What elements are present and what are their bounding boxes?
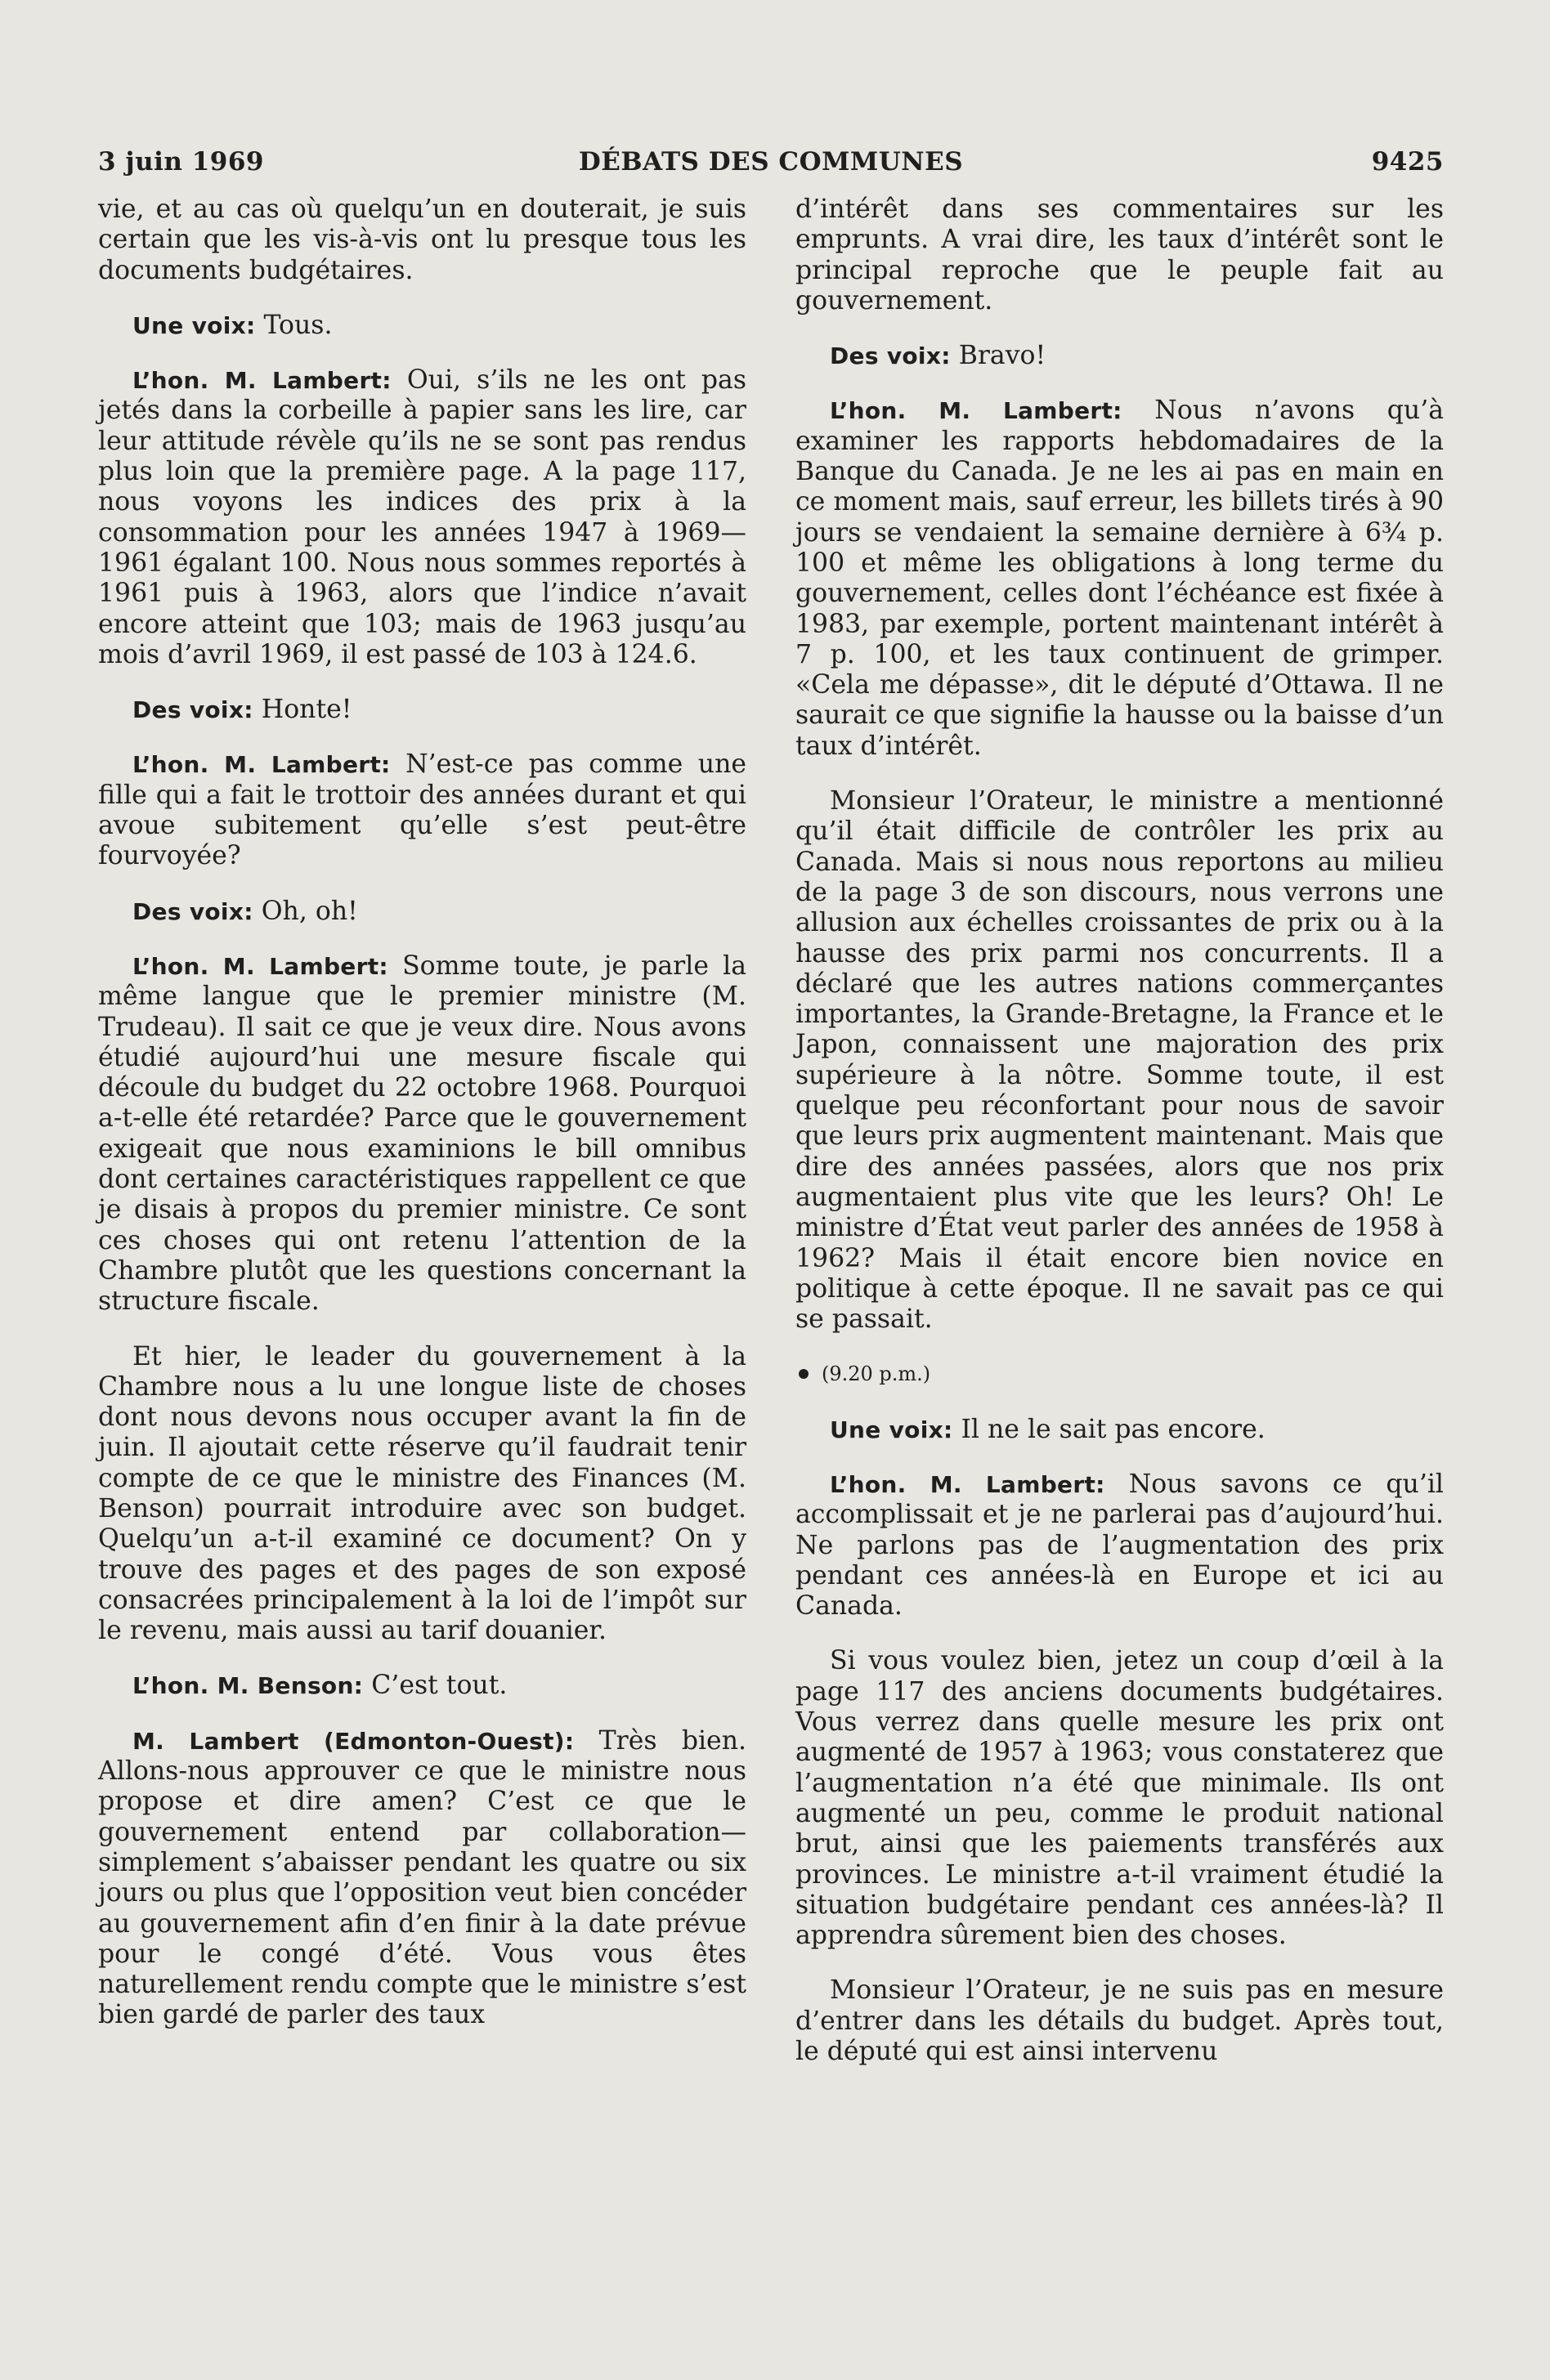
text-columns: [98, 195, 1444, 2067]
paragraph: [795, 1470, 1444, 1622]
right-column: [795, 195, 1444, 2067]
paragraph-text: Somme toute, je parle la même langue que le premier ministre (M. Trudeau). Il sait ce que je veux dire. Nous avons étudié aujourd’hui une mesure fiscale qui découle du budget du 22 octobre 1968. Pourquoi a-t-elle été retardée? Parce que le gouvernement exigeait que nous examinions le bill omnibus dont certaines caractéristiques rappellent ce que je disais à propos du premier ministre. Ce sont ces choses qui ont retenu l’attention de la Chambre plutôt que les questions concernant la structure fiscale.: [98, 951, 747, 1317]
header-page-number: 9425: [1371, 147, 1444, 177]
paragraph: [795, 1975, 1444, 2067]
time-marker: [795, 1359, 1444, 1389]
paragraph-text: Bravo!: [958, 341, 1046, 371]
left-column: [98, 195, 746, 2067]
speaker-name: Une voix:: [830, 1416, 953, 1443]
paragraph-text: C’est tout.: [371, 1671, 508, 1701]
running-header: [98, 147, 1444, 183]
paragraph-text: d’intérêt dans ses commentaires sur les emprunts. A vrai dire, les taux d’intérêt sont le principal reproche que le peuple fait au gouvernement.: [795, 195, 1444, 315]
paragraph-text: Honte!: [261, 695, 352, 725]
speaker-name: Des voix:: [132, 897, 253, 925]
paragraph: [795, 396, 1444, 762]
header-title: DÉBATS DES COMMUNES: [578, 147, 964, 177]
paragraph: [98, 365, 746, 670]
paragraph-text: Très bien. Allons-nous approuver ce que le ministre nous propose et dire amen? C’est ce que le gouvernement entend par collaboration—simplement s’abaisser pendant les quatre ou six jours ou plus que l’opposition veut bien concéder au gouvernement afin d’en finir à la date prévue pour le congé d’été. Vous vous êtes naturellement rendu compte que le ministre s’est bien gardé de parler des taux: [98, 1725, 747, 2030]
speaker-name: M. Lambert (Edmonton-Ouest):: [132, 1727, 575, 1755]
paragraph: [795, 786, 1444, 1335]
paragraph: [98, 1342, 746, 1647]
paragraph: [795, 195, 1444, 316]
speaker-name: Une voix:: [132, 311, 256, 339]
speaker-name: L’hon. M. Benson:: [132, 1672, 364, 1700]
speaker-name: Des voix:: [132, 696, 253, 724]
paragraph-text: Monsieur l’Orateur, le ministre a mentionné qu’il était difficile de contrôler les prix au Canada. Mais si nous nous reportons au milieu de la page 3 de son discours, nous verrons une allusion aux échelles croissantes de prix ou à la hausse des prix parmi nos concurrents. Il a déclaré que les autres nations commerçantes importantes, la Grande-Bretagne, la France et le Japon, connaissent une majoration des prix supérieure à la nôtre. Somme toute, il est quelque peu réconfortant pour nous de savoir que leurs prix augmentent maintenant. Mais que dire des années passées, alors que nos prix augmentaient plus vite que les leurs? Oh! Le ministre d’État veut parler des années de 1958 à 1962? Mais il était encore bien novice en politique à cette époque. Il ne savait pas ce qui se passait.: [795, 786, 1444, 1335]
speaker-name: L’hon. M. Lambert:: [132, 952, 388, 980]
header-date: 3 juin 1969: [98, 147, 265, 177]
paragraph: [98, 695, 746, 725]
paragraph: [98, 749, 746, 871]
speaker-name: Des voix:: [830, 342, 951, 370]
paragraph-text: Oui, s’ils ne les ont pas jetés dans la corbeille à papier sans les lire, car leur attitude révèle qu’ils ne se sont pas rendus plus loin que la première page. A la page 117, nous voyons les indices des prix à la consommation pour les années 1947 à 1969—1961 égalant 100. Nous nous sommes reportés à 1961 puis à 1963, alors que l’indice n’avait encore atteint que 103; mais de 1963 jusqu’au mois d’avril 1969, il est passé de 103 à 124.6.: [98, 365, 746, 669]
paragraph: [98, 1671, 746, 1701]
speaker-name: L’hon. M. Lambert:: [132, 367, 392, 395]
paragraph-text: vie, et au cas où quelqu’un en douterait, je suis certain que les vis-à-vis ont lu presque tous les documents budgétaires.: [98, 195, 746, 285]
paragraph-text: Et hier, le leader du gouvernement à la Chambre nous a lu une longue liste de choses dont nous devons nous occuper avant la fin de juin. Il ajoutait cette réserve qu’il faudrait tenir compte de ce que le ministre des Finances (M. Benson) pourrait introduire avec son budget. Quelqu’un a-t-il examiné ce document? On y trouve des pages et des pages de son exposé consacrées principalement à la loi de l’impôt sur le revenu, mais aussi au tarif douanier.: [98, 1341, 746, 1646]
paragraph-text: Tous.: [263, 310, 333, 340]
paragraph-text: Monsieur l’Orateur, je ne suis pas en mesure d’entrer dans les détails du budget. Après tout, le député qui est ainsi intervenu: [795, 1975, 1444, 2067]
paragraph: [98, 1726, 746, 2031]
bullet-icon: [799, 1369, 809, 1379]
paragraph: [98, 311, 746, 341]
paragraph-text: Nous n’avons qu’à examiner les rapports hebdomadaires de la Banque du Canada. Je ne les ai pas en main en ce moment mais, sauf erreur, les billets tirés à 90 jours se vendaient la semaine dernière à 6¾ p. 100 et même les obligations à long terme du gouvernement, celles dont l’échéance est fixée à 1983, par exemple, portent maintenant intérêt à 7 p. 100, et les taux continuent de grimper. «Cela me dépasse», dit le député d’Ottawa. Il ne saurait ce que signifie la hausse ou la baisse d’un taux d’intérêt.: [795, 396, 1445, 761]
paragraph: [98, 897, 746, 927]
paragraph: [795, 1646, 1444, 1951]
paragraph-text: Oh, oh!: [261, 896, 358, 926]
paragraph: [795, 1415, 1444, 1445]
paragraph-text: N’est-ce pas comme une fille qui a fait le trottoir des années durant et qui avoue subitement qu’elle s’est peut-être fourvoyée?: [98, 749, 746, 871]
speaker-name: L’hon. M. Lambert:: [132, 751, 391, 779]
paragraph-text: Il ne le sait pas encore.: [961, 1414, 1266, 1444]
paragraph: [98, 951, 746, 1318]
speaker-name: L’hon. M. Lambert:: [830, 1470, 1105, 1498]
paragraph-text: Nous savons ce qu’il accomplissait et je ne parlerai pas d’aujourd’hui. Ne parlons pas de l’augmentation des prix pendant ces années-là en Europe et ici au Canada.: [795, 1469, 1445, 1622]
paragraph-text: (9.20 p.m.): [822, 1362, 931, 1386]
paragraph: [795, 341, 1444, 371]
paragraph-text: Si vous voulez bien, jetez un coup d’œil à la page 117 des anciens documents budgétaires. Vous verrez dans quelle mesure les prix ont augmenté de 1957 à 1963; vous constaterez que l’augmentation n’a été que minimale. Ils ont augmenté un peu, comme le produit national brut, ainsi que les paiements transférés aux provinces. Le ministre a-t-il vraiment étudié la situation budgétaire pendant ces années-là? Il apprendra sûrement bien des choses.: [795, 1646, 1444, 1951]
paragraph: [98, 195, 746, 286]
speaker-name: L’hon. M. Lambert:: [830, 397, 1122, 425]
